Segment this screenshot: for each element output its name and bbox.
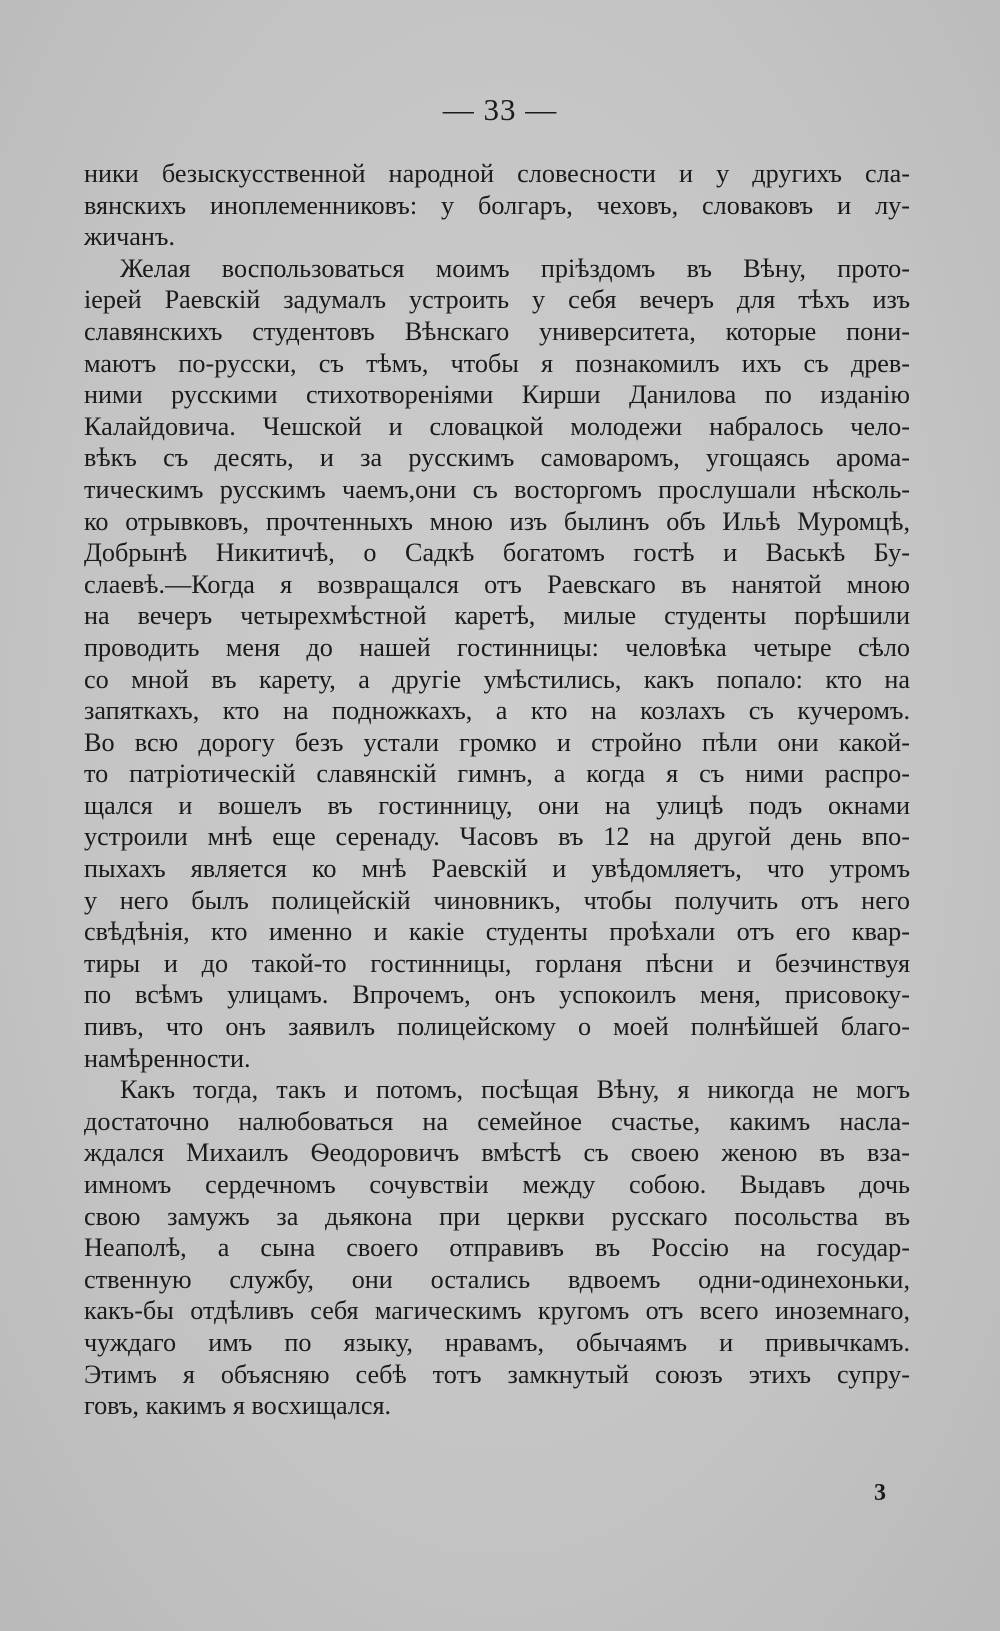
text-line: жичанъ.: [84, 222, 176, 252]
text-line: ждался Михаилъ Ѳеодоровичъ вмѣстѣ съ своею женою въ вза-: [84, 1138, 910, 1168]
text-line: намѣренности.: [84, 1043, 251, 1073]
text-line: ко отрывковъ, прочтенныхъ мною изъ былинъ объ Ильѣ Муромцѣ,: [84, 506, 910, 536]
text-line: вянскихъ иноплеменниковъ: у болгаръ, чеховъ, словаковъ и лу-: [84, 190, 910, 220]
text-line: ними русскими стихотвореніями Кирши Данилова по изданію: [84, 380, 910, 410]
text-line: щался и вошелъ въ гостинницу, они на улицѣ подъ окнами: [84, 790, 910, 820]
text-line: слаевѣ.—Когда я возвращался отъ Раевскаго въ нанятой мною: [84, 569, 910, 599]
text-line: Желая воспользоваться моимъ пріѣздомъ въ Вѣну, прото-: [120, 253, 910, 283]
text-line: проводить меня до нашей гостинницы: человѣка четыре сѣло: [84, 632, 910, 662]
text-line: имномъ сердечномъ сочувствіи между собою. Выдавъ дочь: [84, 1170, 910, 1199]
text-line: ственную службу, они остались вдвоемъ одни-одинехоньки,: [84, 1264, 910, 1294]
text-line: достаточно налюбоваться на семейное счастье, какимъ насла-: [84, 1106, 910, 1136]
text-line: по всѣмъ улицамъ. Впрочемъ, онъ успокоилъ меня, присовоку-: [84, 980, 910, 1010]
text-line: пивъ, что онъ заявилъ полицейскому о моей полнѣйшей благо-: [84, 1012, 910, 1042]
text-line: Калайдовича. Чешской и словацкой молодежи набралось чело-: [84, 411, 910, 441]
text-line: пыхахъ является ко мнѣ Раевскій и увѣдомляетъ, что утромъ: [84, 854, 910, 884]
text-line: Добрынѣ Никитичѣ, о Садкѣ богатомъ гостѣ и Васькѣ Бу-: [84, 538, 910, 568]
text-line: Этимъ я объясняю себѣ тотъ замкнутый союзъ этихъ супру-: [84, 1359, 910, 1389]
text-line: какъ-бы отдѣливъ себя магическимъ кругомъ отъ всего иноземнаго,: [84, 1296, 910, 1326]
text-line: то патріотическій славянскій гимнъ, а когда я съ ними распро-: [84, 759, 910, 789]
text-line: свою замужъ за дьякона при церкви русскаго посольства въ: [84, 1201, 910, 1231]
text-line: говъ, какимъ я восхищался.: [84, 1391, 392, 1421]
text-line: іерей Раевскій задумалъ устроить у себя вечеръ для тѣхъ изъ: [84, 285, 910, 315]
text-line: чуждаго имъ по языку, нравамъ, обычаямъ и привычкамъ.: [84, 1327, 910, 1357]
text-line: Неаполѣ, а сына своего отправивъ въ Россію на государ-: [84, 1233, 910, 1263]
text-line: со мной въ карету, а другіе умѣстились, какъ попало: кто на: [84, 664, 910, 694]
text-line: свѣдѣнія, кто именно и какіе студенты проѣхали отъ его квар-: [84, 917, 910, 947]
text-line: Во всю дорогу безъ устали громко и стройно пѣли они какой-: [84, 727, 910, 757]
page-number: — 33 —: [442, 92, 558, 127]
text-line: ники безыскусственной народной словесности и у другихъ сла-: [84, 159, 910, 188]
text-line: тиры и до такой-то гостинницы, горланя пѣсни и безчинствуя: [84, 948, 910, 978]
text-line: вѣкъ съ десять, и за русскимъ самоваромъ, угощаясь арома-: [84, 443, 910, 473]
text-line: Какъ тогда, такъ и потомъ, посѣщая Вѣну, я никогда не могъ: [120, 1075, 910, 1105]
text-line: маютъ по-русски, съ тѣмъ, чтобы я познакомилъ ихъ съ древ-: [84, 348, 910, 378]
signature-mark: 3: [874, 1480, 886, 1506]
text-line: славянскихъ студентовъ Вѣнскаго университета, которые пони-: [84, 316, 910, 346]
text-line: устроили мнѣ еще серенаду. Часовъ въ 12 на другой день впо-: [84, 822, 910, 852]
body-text: [84, 158, 910, 1422]
text-line: тическимъ русскимъ чаемъ,они съ восторгомъ прослушали нѣсколь-: [84, 474, 910, 504]
text-line: запяткахъ, кто на подножкахъ, а кто на козлахъ съ кучеромъ.: [84, 696, 910, 726]
text-line: у него былъ полицейскій чиновникъ, чтобы получить отъ него: [84, 885, 910, 915]
text-line: на вечеръ четырехмѣстной каретѣ, милые студенты порѣшили: [84, 601, 910, 631]
